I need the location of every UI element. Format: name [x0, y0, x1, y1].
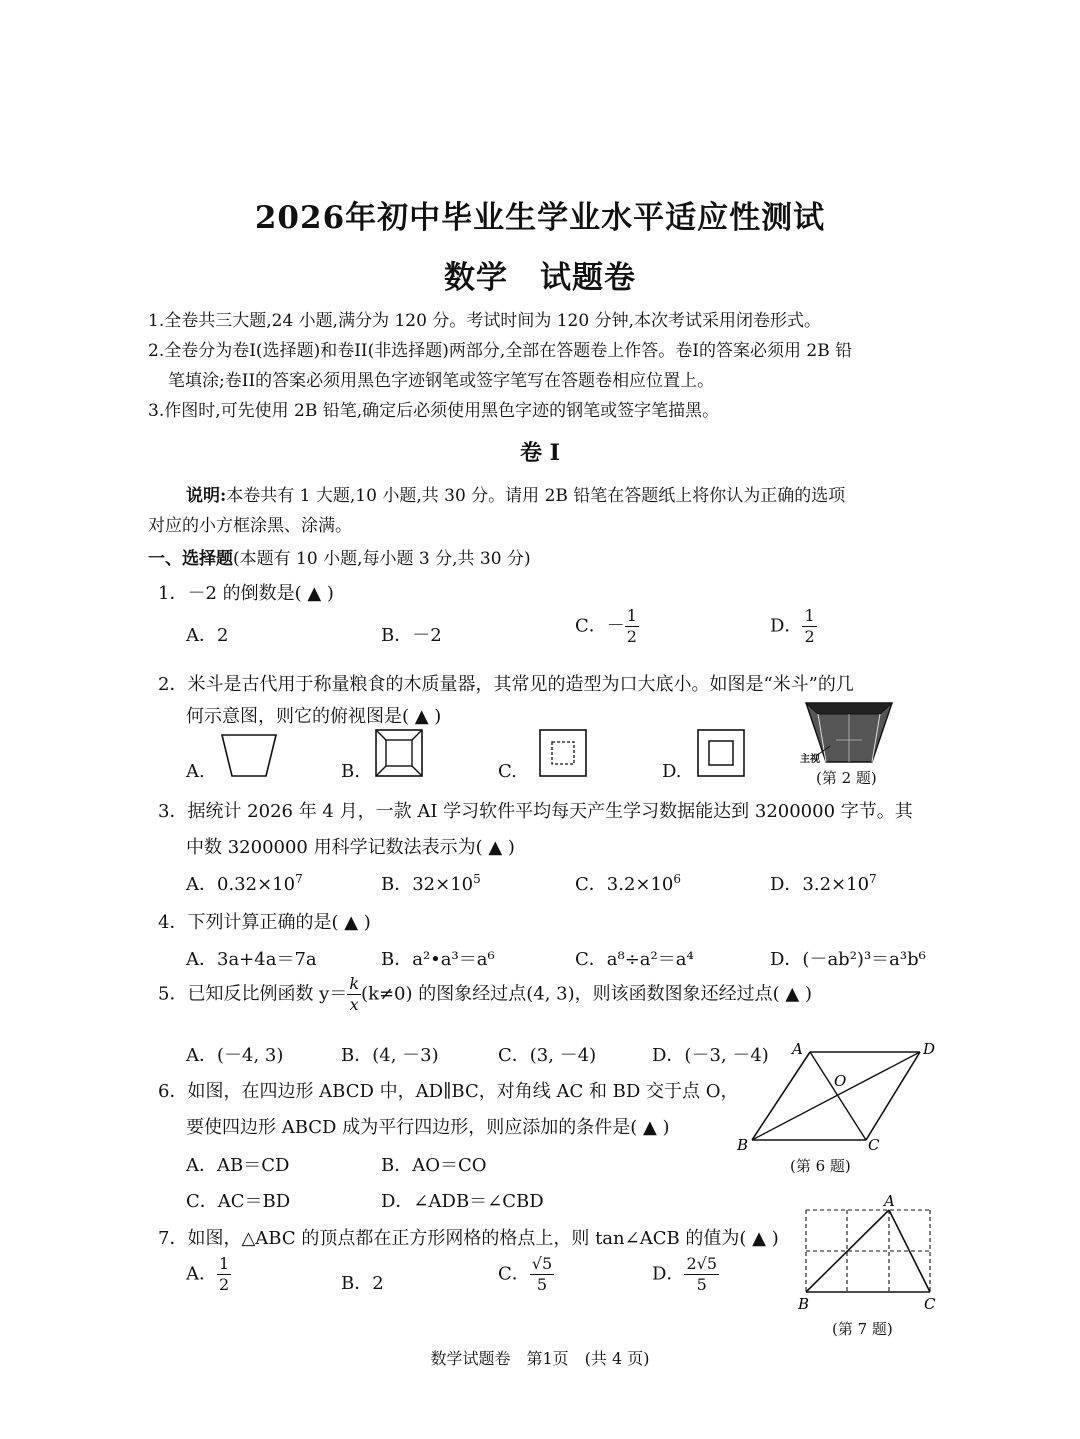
q3-b-exponent: 5	[473, 872, 481, 886]
q3-line-1: 3．据统计 2026 年 4 月，一款 AI 学习软件平均每天产生学习数据能达到 3200000 字节。其	[158, 801, 913, 822]
q3-c-exponent: 6	[673, 872, 682, 886]
q3-line-2: 中数 3200000 用科学记数法表示为( ▲ )	[186, 837, 515, 858]
q7-option-d-fraction	[684, 1256, 719, 1293]
q7-a-numerator: 1	[219, 1254, 230, 1273]
q7-d-denominator: 5	[696, 1275, 707, 1294]
note-line-2: 对应的小方框涂黑、涂满。	[148, 516, 352, 536]
q4-option-a: A．3a+4a＝7a	[186, 949, 317, 970]
q5-stem	[158, 976, 812, 1013]
q7-option-c-label: C．	[498, 1263, 530, 1285]
q6-option-a: A．AB＝CD	[186, 1155, 290, 1176]
q6-point-d: D	[923, 1040, 936, 1058]
q6-point-c: C	[868, 1136, 880, 1154]
q7-caption: (第 7 题)	[832, 1320, 893, 1338]
q7-grid-figure	[792, 1192, 942, 1320]
q1-option-d	[770, 608, 817, 645]
q6-point-o: O	[834, 1072, 847, 1090]
page-footer: 数学试题卷 第1页 (共 4 页)	[430, 1349, 650, 1368]
instruction-2: 2.全卷分为卷I(选择题)和卷II(非选择题)两部分,全部在答题卷上作答。卷I的答案必须用 2B 铅	[148, 341, 853, 361]
q7-option-d	[652, 1256, 719, 1293]
q6-caption: (第 6 题)	[790, 1157, 851, 1175]
q3-a-exponent: 7	[295, 872, 303, 886]
q7-option-c	[498, 1256, 554, 1293]
q3-d-exponent: 7	[869, 872, 877, 886]
q2-option-b-figure	[374, 728, 424, 778]
q1-option-d-fraction	[802, 608, 816, 645]
exam-title: 2026年初中毕业生学业水平适应性测试	[254, 200, 826, 236]
q1-d-denominator: 2	[804, 627, 815, 646]
q3-option-a	[186, 870, 303, 896]
q6-option-c: C．AC＝BD	[186, 1191, 291, 1212]
q4-stem: 4．下列计算正确的是( ▲ )	[158, 912, 371, 933]
note-line-1	[186, 481, 845, 506]
q1-option-d-label: D．	[770, 615, 803, 637]
q5-option-d: D．(－3, －4)	[652, 1045, 769, 1066]
q2-option-c-figure	[538, 728, 588, 778]
note-text: 本卷共有 1 大题,10 小题,共 30 分。请用 2B 铅笔在答题纸上将你认为正确的选项	[226, 486, 846, 506]
q4-option-d: D．(－ab²)³＝a³b⁶	[770, 949, 926, 970]
q6-option-b: B．AO＝CO	[381, 1155, 487, 1176]
q7-option-a-fraction	[217, 1256, 231, 1293]
q5-frac-denominator: x	[349, 995, 359, 1014]
q2-option-d: D.	[662, 761, 682, 782]
q2-line-1: 2．米斗是古代用于称量粮食的木质量器，其常见的造型为口大底小。如图是“米斗”的几	[158, 674, 854, 695]
q7-d-numerator: 2√5	[686, 1254, 717, 1273]
q4-option-b: B．a²•a³＝a⁶	[381, 949, 495, 970]
section-detail: (本题有 10 小题,每小题 3 分,共 30 分)	[233, 549, 531, 569]
q3-d-base: D．3.2×10	[770, 874, 870, 895]
q1-option-c	[575, 608, 639, 645]
q7-point-a: A	[884, 1192, 895, 1210]
q2-option-c: C.	[498, 761, 517, 782]
q5-frac-numerator: k	[349, 974, 360, 993]
q5-stem-post: (k≠0) 的图象经过点(4, 3)，则该函数图象还经过点( ▲ )	[361, 983, 812, 1005]
q7-c-numerator: √5	[531, 1254, 553, 1273]
q5-fraction	[347, 976, 361, 1013]
q5-stem-pre: 5．已知反比例函数 y＝	[158, 983, 348, 1005]
q6-line-1: 6．如图，在四边形 ABCD 中，AD∥BC，对角线 AC 和 BD 交于点 O，	[158, 1081, 739, 1102]
q1-option-b: B．－2	[381, 625, 442, 646]
volume-title: 卷 I	[520, 440, 560, 466]
q6-point-a: A	[792, 1040, 803, 1058]
q2-option-a: A.	[186, 761, 205, 782]
q6-option-d: D．∠ADB＝∠CBD	[381, 1191, 544, 1212]
q3-c-base: C．3.2×10	[575, 874, 674, 895]
q3-a-base: A．0.32×10	[186, 874, 296, 895]
instruction-2-cont: 笔填涂;卷II的答案必须用黑色字迹钢笔或签字笔写在答题卷相应位置上。	[168, 371, 715, 391]
q2-option-d-figure	[696, 728, 746, 778]
q7-option-a	[186, 1256, 231, 1293]
q2-figure-label: 主视	[800, 754, 820, 765]
q1-option-c-label: C．－	[575, 615, 625, 637]
q4-option-c: C．a⁸÷a²＝a⁴	[575, 949, 694, 970]
q3-option-c	[575, 870, 681, 896]
q6-point-b: B	[737, 1136, 749, 1154]
q5-option-a: A．(－4, 3)	[186, 1045, 284, 1066]
q5-option-b: B．(4, －3)	[341, 1045, 439, 1066]
q2-option-b: B.	[341, 761, 360, 782]
q6-quadrilateral-figure	[730, 1036, 940, 1156]
note-label: 说明:	[186, 486, 227, 506]
section-label: 一、选择题	[148, 549, 233, 569]
q7-a-denominator: 2	[219, 1275, 230, 1294]
q7-option-a-label: A．	[186, 1263, 217, 1285]
q7-point-b: B	[798, 1295, 810, 1313]
q7-stem: 7．如图，△ABC 的顶点都在正方形网格的格点上，则 tan∠ACB 的值为( ▲ )	[158, 1228, 779, 1249]
instruction-3: 3.作图时,可先使用 2B 铅笔,确定后必须使用黑色字迹的钢笔或签字笔描黑。	[148, 401, 720, 421]
q7-option-c-fraction	[530, 1256, 554, 1293]
exam-subtitle: 数学 试题卷	[444, 260, 636, 296]
q2-option-a-figure	[220, 732, 278, 780]
q1-stem: 1．－2 的倒数是( ▲ )	[158, 583, 334, 604]
q7-option-d-label: D．	[652, 1263, 685, 1285]
q1-c-denominator: 2	[626, 627, 637, 646]
q3-b-base: B．32×10	[381, 874, 474, 895]
instruction-1: 1.全卷共三大题,24 小题,满分为 120 分。考试时间为 120 分钟,本次考试采用闭卷形式。	[148, 311, 821, 331]
section-heading	[148, 544, 531, 569]
q1-option-a: A．2	[186, 625, 229, 646]
q1-d-numerator: 1	[804, 606, 815, 625]
q6-line-2: 要使四边形 ABCD 成为平行四边形，则应添加的条件是( ▲ )	[186, 1117, 670, 1138]
q7-point-c: C	[924, 1295, 936, 1313]
q7-c-denominator: 5	[536, 1275, 548, 1294]
q5-option-c: C．(3, －4)	[498, 1045, 597, 1066]
q7-option-b: B．2	[341, 1273, 384, 1294]
q3-option-d	[770, 870, 877, 896]
q1-option-c-fraction	[625, 608, 639, 645]
q2-caption: (第 2 题)	[816, 769, 877, 787]
q3-option-b	[381, 870, 481, 896]
q2-line-2: 何示意图，则它的俯视图是( ▲ )	[186, 706, 442, 727]
q1-c-numerator: 1	[626, 606, 637, 625]
